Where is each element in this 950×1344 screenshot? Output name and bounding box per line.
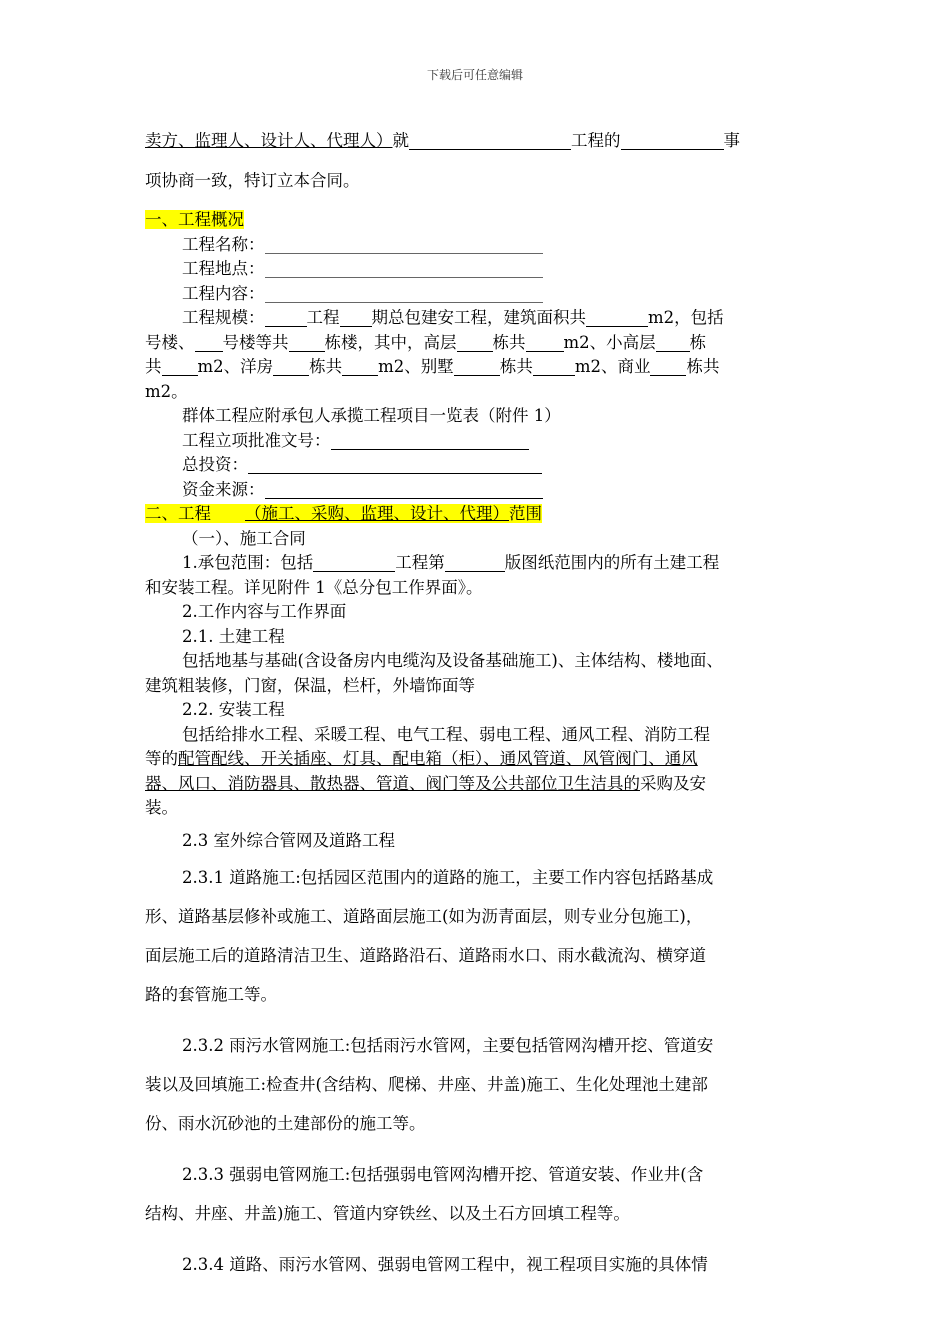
approval-number-field[interactable]: [331, 431, 529, 450]
project-scale-row-3: 共 m2、洋房 栋共 m2、别墅 栋共 m2、商业 栋共: [145, 357, 720, 376]
installation-line-3: 器、风口、消防器具、散热器、管道、阀门等及公共部位卫生洁具的采购及安: [145, 773, 706, 793]
road-works-line-1: 2.3.1 道路施工:包括园区范围内的道路的施工，主要工作内容包括路基成: [182, 867, 714, 887]
blank-field[interactable]: [313, 553, 395, 572]
total-investment-row: 总投资：: [145, 453, 810, 478]
scope-paragraph-line-2: 和安装工程。详见附件 1《总分包工作界面》。: [145, 577, 483, 597]
heading-2-2: 2.2. 安装工程: [182, 700, 285, 719]
document-body: [145, 124, 810, 1284]
blank-field[interactable]: [342, 357, 378, 376]
civil-works-line-2: 建筑粗装修，门窗，保温，栏杆，外墙饰面等: [145, 675, 475, 695]
civil-works-line-1: 包括地基与基础(含设备房内电缆沟及设备基础施工)、主体结构、楼地面、: [182, 651, 723, 670]
project-content-field[interactable]: [265, 284, 543, 303]
intro-text: 就: [392, 131, 409, 150]
intro-parties: 卖方、监理人、设计人、代理人）: [145, 131, 393, 150]
heading-2-3: 2.3 室外综合管网及道路工程: [182, 830, 395, 850]
blank-field[interactable]: [162, 357, 198, 376]
blank-field[interactable]: [586, 308, 648, 327]
blank-field[interactable]: [289, 333, 325, 352]
project-content-row: 工程内容：: [145, 282, 810, 307]
heading-2-1: 2.1. 土建工程: [182, 626, 285, 646]
installation-line-2: 等的配管配线、开关插座、灯具、配电箱（柜）、通风管道、风管阀门、通风: [145, 749, 698, 768]
blank-field[interactable]: [533, 357, 575, 376]
blank-field[interactable]: [265, 308, 307, 327]
blank-field[interactable]: [650, 357, 686, 376]
road-works-line-3: 面层施工后的道路清洁卫生、道路路沿石、道路雨水口、雨水截流沟、横穿道: [145, 945, 706, 965]
page-header: 下载后可任意编辑: [426, 68, 523, 82]
project-location-field[interactable]: [265, 259, 543, 278]
blank-field[interactable]: [457, 333, 493, 352]
road-works-line-2: 形、道路基层修补或施工、道路面层施工(如为沥青面层，则专业分包施工)，: [145, 906, 703, 926]
intro-line-2: 项协商一致，特订立本合同。: [145, 171, 360, 190]
scope-paragraph-line-1: 1.承包范围：包括 工程第 版图纸范围内的所有土建工程: [182, 553, 720, 572]
heading-2: 2.工作内容与工作界面: [182, 602, 347, 621]
blank-field[interactable]: [409, 131, 571, 150]
drainage-line-3: 份、雨水沉砂池的土建部份的施工等。: [145, 1113, 426, 1133]
subsection-construction-contract: （一）、施工合同: [182, 528, 306, 548]
blank-field[interactable]: [526, 333, 564, 352]
section-2-title: 二、工程 （施工、采购、监理、设计、代理）范围: [145, 504, 542, 523]
project-location-row: 工程地点：: [145, 257, 810, 282]
drainage-line-1: 2.3.2 雨污水管网施工:包括雨污水管网，主要包括管网沟槽开挖、管道安: [182, 1035, 714, 1055]
group-project-note: 群体工程应附承包人承揽工程项目一览表（附件 1）: [182, 406, 561, 425]
blank-field[interactable]: [621, 131, 724, 150]
project-name-field[interactable]: [265, 235, 543, 254]
blank-field[interactable]: [656, 333, 690, 352]
blank-field[interactable]: [273, 357, 309, 376]
intro-text: 工程的: [571, 131, 621, 150]
approval-number-row: 工程立项批准文号：: [145, 429, 810, 454]
drainage-line-2: 装以及回填施工:检查井(含结构、爬梯、井座、井盖)施工、生化处理池土建部: [145, 1074, 708, 1094]
road-works-line-4: 路的套管施工等。: [145, 984, 277, 1004]
intro-line-1: [145, 124, 810, 157]
intro-text: 事: [723, 131, 740, 150]
funding-source-row: 资金来源：: [145, 478, 810, 503]
project-scale-row-4: m2。: [145, 381, 188, 401]
blank-field[interactable]: [445, 553, 505, 572]
blank-field[interactable]: [195, 333, 223, 352]
power-network-line-2: 结构、井座、井盖)施工、管道内穿铁丝、以及土石方回填工程等。: [145, 1203, 630, 1223]
project-scale-row-1: 工程规模： 工程 期总包建安工程，建筑面积共 m2，包括: [182, 308, 724, 327]
installation-line-4: 装。: [145, 798, 178, 817]
network-note-line-1: 2.3.4 道路、雨污水管网、强弱电管网工程中，视工程项目实施的具体情: [182, 1254, 708, 1274]
blank-field[interactable]: [454, 357, 500, 376]
installation-line-1: 包括给排水工程、采暖工程、电气工程、弱电工程、通风工程、消防工程: [182, 724, 710, 744]
funding-source-field[interactable]: [265, 480, 543, 499]
total-investment-field[interactable]: [248, 455, 542, 474]
project-scale-row-2: 号楼、 号楼等共 栋楼，其中，高层 栋共 m2、小高层 栋: [145, 332, 707, 352]
section-1-title: 一、工程概况: [145, 210, 244, 229]
blank-field[interactable]: [340, 308, 372, 327]
power-network-line-1: 2.3.3 强弱电管网施工:包括强弱电管网沟槽开挖、管道安装、作业井(含: [182, 1164, 704, 1184]
project-name-row: 工程名称：: [145, 233, 810, 258]
